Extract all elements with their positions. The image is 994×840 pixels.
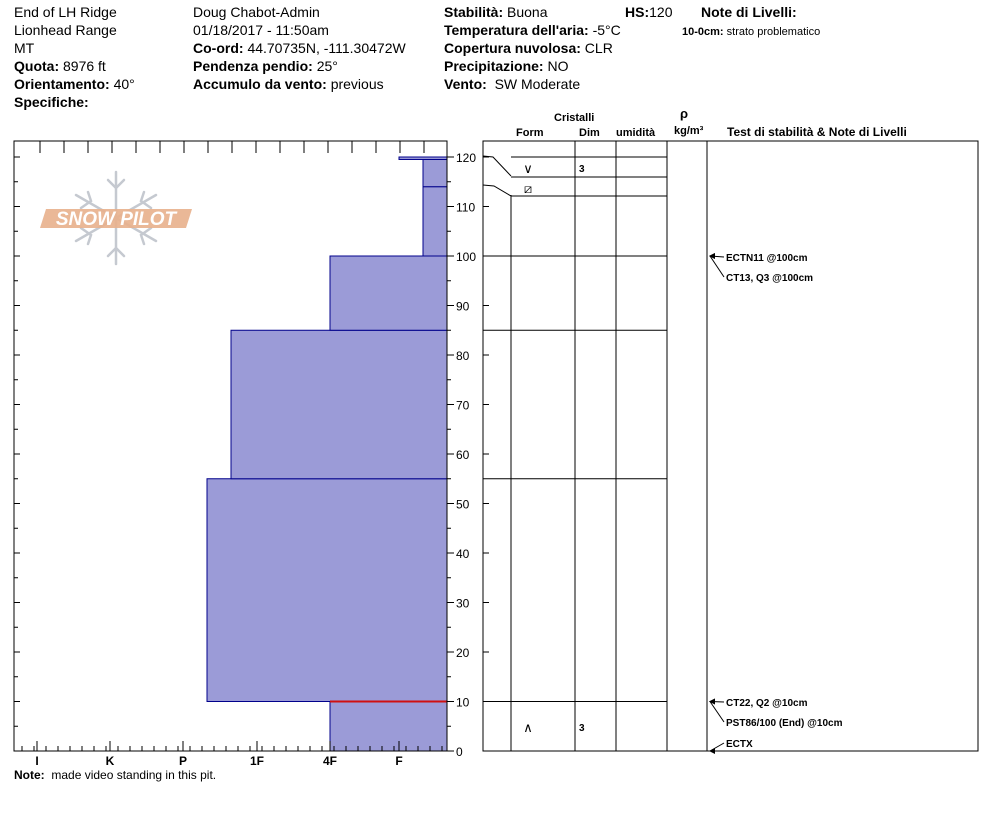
- y-tick-label-110: 110: [456, 200, 476, 215]
- air-temp-label: Temperatura dell'aria:: [444, 22, 589, 38]
- density-symbol: ρ: [680, 106, 689, 121]
- crystals-header: Cristalli: [554, 112, 595, 124]
- test-arrow-3: [710, 702, 724, 723]
- hardness-layer-1: [207, 479, 447, 702]
- crystal-form-0: ∨: [523, 161, 533, 176]
- y-tick-label-120: 120: [456, 151, 477, 165]
- crystal-form-2: ∧: [523, 720, 533, 735]
- x-tick-label-I: I: [35, 754, 39, 768]
- location-name: End of LH Ridge: [14, 4, 117, 20]
- coord-label: Co-ord:: [193, 40, 244, 56]
- y-tick-label-70: 70: [456, 398, 470, 413]
- slope-label: Pendenza pendio:: [193, 58, 313, 74]
- crystal-form-1: ⧄: [523, 181, 533, 196]
- test-arrow-1: [710, 256, 724, 277]
- test-label-1: CT13, Q3 @100cm: [726, 273, 814, 284]
- crystal-size-2: 3: [579, 723, 585, 734]
- boundary-connector-0: [483, 156, 511, 176]
- hs-value: 120: [649, 4, 673, 20]
- stability-value: Buona: [507, 4, 548, 20]
- y-tick-label-60: 60: [456, 448, 470, 462]
- wind-loading-label: Accumulo da vento:: [193, 76, 327, 92]
- hardness-layer-3: [330, 256, 447, 330]
- table-frame: [483, 141, 978, 751]
- layer-notes-label: Note di Livelli:: [701, 4, 797, 20]
- stability-tests: [709, 253, 843, 754]
- x-tick-label-F: F: [395, 754, 403, 768]
- note-label: Note:: [14, 768, 45, 782]
- chart-frames: [14, 141, 978, 751]
- layer-note-text: strato problematico: [726, 26, 821, 38]
- hardness-layer-0: [330, 702, 447, 752]
- form-header: Form: [516, 127, 544, 139]
- air-temp-value: -5°C: [592, 22, 621, 38]
- crystal-size-0: 3: [579, 164, 585, 175]
- range-name: Lionhead Range: [14, 22, 117, 38]
- y-tick-label-90: 90: [456, 299, 470, 314]
- tests-header: Test di stabilità & Note di Livelli: [727, 125, 907, 139]
- precip-label: Precipitazione:: [444, 58, 544, 74]
- y-tick-label-40: 40: [456, 547, 470, 561]
- snowpilot-logo-text: SNOW PILOT: [55, 209, 177, 230]
- y-tick-label-30: 30: [456, 596, 470, 611]
- y-tick-label-80: 80: [456, 349, 470, 363]
- note-row: [14, 767, 216, 783]
- hardness-layer-6: [399, 157, 447, 159]
- hardness-layer-4: [423, 187, 447, 256]
- stability-label: Stabilità:: [444, 4, 504, 20]
- observation-datetime: 01/18/2017 - 11:50am: [193, 22, 329, 38]
- precip-value: NO: [547, 58, 569, 74]
- cloud-value: CLR: [584, 40, 613, 56]
- test-label-3: PST86/100 (End) @10cm: [726, 718, 843, 729]
- hardness-layer-5: [423, 159, 447, 186]
- wind-value: SW Moderate: [494, 76, 581, 92]
- y-tick-label-100: 100: [456, 250, 477, 264]
- observer-name: Doug Chabot-Admin: [193, 4, 320, 20]
- specifics-label: Specifiche:: [14, 94, 89, 110]
- boundary-connector-1: [483, 185, 511, 196]
- test-label-2: CT22, Q2 @10cm: [726, 698, 808, 709]
- y-tick-label-10: 10: [456, 695, 470, 710]
- slope-value: 25°: [316, 58, 338, 74]
- test-arrow-head-4: [709, 748, 715, 754]
- size-header: Dim: [579, 127, 600, 139]
- aspect-label: Orientamento:: [14, 76, 110, 92]
- x-tick-label-P: P: [178, 754, 188, 768]
- density-unit: kg/m³: [674, 125, 704, 137]
- y-tick-label-20: 20: [456, 646, 470, 660]
- x-tick-label-1F: 1F: [249, 754, 265, 768]
- state-name: MT: [14, 40, 35, 56]
- x-tick-label-K: K: [105, 754, 115, 768]
- wind-label: Vento:: [444, 76, 487, 92]
- layer-note-depth: 10-0cm:: [682, 26, 724, 38]
- elevation-label: Quota:: [14, 58, 60, 74]
- hardness-layer-2: [231, 330, 447, 479]
- y-tick-label-50: 50: [456, 497, 470, 512]
- x-tick-label-4F: 4F: [322, 754, 338, 768]
- note-text: made video standing in this pit.: [51, 768, 217, 782]
- hs-label: HS:: [625, 4, 650, 20]
- cloud-label: Copertura nuvolosa:: [444, 40, 581, 56]
- test-label-4: ECTX: [726, 739, 753, 750]
- test-label-0: ECTN11 @100cm: [726, 253, 808, 264]
- coord-value: 44.70735N, -111.30472W: [247, 40, 406, 56]
- moisture-header: umidità: [616, 127, 656, 139]
- elevation-value: 8976 ft: [63, 58, 106, 74]
- wind-loading-value: previous: [330, 76, 384, 92]
- aspect-value: 40°: [113, 76, 135, 92]
- y-tick-label-0: 0: [456, 745, 463, 759]
- hardness-layers: [207, 157, 447, 751]
